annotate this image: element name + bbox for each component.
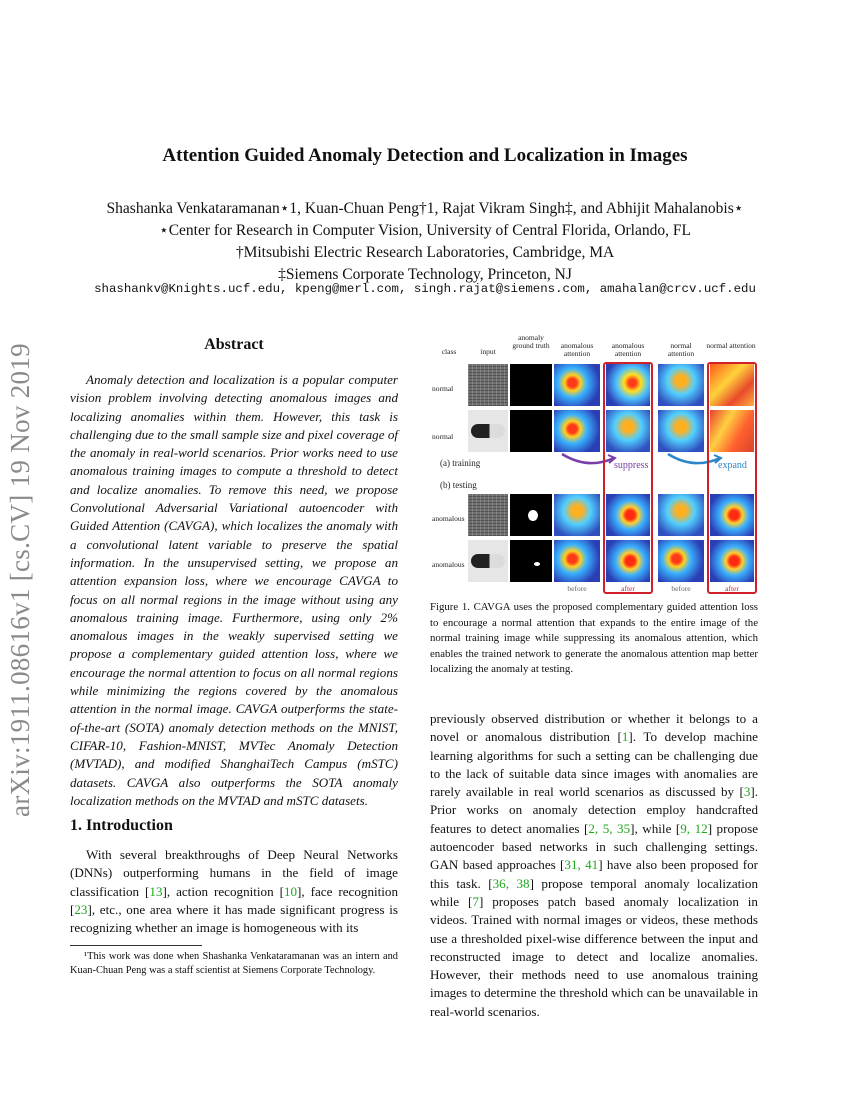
row-label-anomalous: anomalous [432, 560, 465, 569]
introduction-paragraph [70, 846, 398, 937]
footnote-divider [70, 945, 202, 946]
column-header-anomalous-attention: anomalous attention [560, 341, 594, 358]
attention-map [658, 410, 704, 452]
affiliation-ucf: ⋆Center for Research in Computer Vision, University of Central Florida, Orlando, FL [159, 222, 691, 239]
citation-link[interactable]: 10 [283, 883, 298, 899]
abstract-heading: Abstract [204, 336, 264, 353]
input-image [468, 494, 508, 536]
input-image [468, 540, 508, 582]
input-image [468, 410, 508, 452]
after-label: after [725, 584, 739, 593]
body-text: previously observed distribution or whether it belongs to a novel or anomalous distribution [ [430, 711, 758, 745]
testing-label: (b) testing [440, 480, 477, 490]
body-text: ]. Prior works on anomaly detection employ handcrafted features to detect anomalies [ [430, 784, 758, 836]
expand-label: expand [718, 460, 747, 471]
intro-text: ], action recognition [ [162, 883, 284, 899]
suppress-label: suppress [614, 460, 649, 471]
training-label: (a) training [440, 458, 481, 468]
intro-text: ], etc., one area where it has made significant progress is recognizing whether an image is homogeneous with its [70, 901, 398, 936]
attention-map [554, 494, 600, 536]
column-header-input: input [480, 347, 496, 356]
author-block [0, 198, 850, 286]
input-image [468, 364, 508, 406]
body-text: ] proposes patch based anomaly localization in videos. Trained with normal images or videos, these methods use a thresholded pixel-wise difference between the input and reconstructed image to detect and localize anomalies. However, their methods need to use anomalous training images to determine the threshold which can be unavailable in real-world scenarios. [430, 893, 758, 1019]
attention-map [658, 364, 704, 406]
citation-link[interactable]: 36, 38 [492, 875, 530, 891]
footnote: ¹This work was done when Shashanka Venkataramanan was an intern and Kuan-Chuan Peng was a staff scientist at Siemens Corporate Technology. [70, 951, 398, 976]
after-label: after [621, 584, 635, 593]
affiliation-merl: †Mitsubishi Electric Research Laboratories, Cambridge, MA [235, 244, 615, 261]
author-emails: shashankv@Knights.ucf.edu, kpeng@merl.com, singh.rajat@siemens.com, amahalan@crcv.ucf.edu [94, 282, 756, 296]
attention-map [658, 494, 704, 536]
column-header-class: class [441, 347, 457, 356]
row-label-normal: normal [432, 432, 454, 441]
body-text: ] propose temporal anomaly localization while [ [430, 875, 758, 909]
ground-truth-mask [510, 410, 552, 452]
author-names: Shashanka Venkataramanan⋆1, Kuan-Chuan Peng†1, Rajat Vikram Singh‡, and Abhijit Mahalanobis⋆ [106, 200, 744, 217]
attention-map [658, 540, 704, 582]
highlight-box [603, 362, 653, 594]
arxiv-identifier: arXiv:1911.08616v1 [cs.CV] 19 Nov 2019 [5, 343, 35, 817]
body-text: ] have also been proposed for this task. [ [430, 857, 759, 891]
section-heading-introduction: 1. Introduction [70, 817, 173, 834]
column-header-normal-attention: normal attention [706, 341, 756, 350]
ground-truth-mask [510, 364, 552, 406]
body-text: ]. To develop machine learning algorithms for such a setting can be challenging due to the lack of suitable data since images with anomalies are rarely available in real world scenarios as discussed by [ [430, 729, 758, 800]
figure-caption: Figure 1. CAVGA uses the proposed complementary guided attention loss to encourage a normal attention that expands to the entire image of the normal training image while suppressing its anomalous attention, which enables the trained network to generate the anomalous attention map better localizing the anomaly at testing. [430, 601, 758, 675]
citation-link[interactable]: 7 [472, 893, 479, 909]
attention-map [554, 410, 600, 452]
intro-text: ], face recognition [ [70, 883, 398, 917]
citation-link[interactable]: 3 [743, 784, 751, 800]
body-text: ] propose autoencoder based networks in such challenging settings. GAN based approaches [ [430, 820, 759, 873]
ground-truth-mask [510, 494, 552, 536]
column-header-normal-attention: normal attention [667, 341, 695, 358]
citation-link[interactable]: 23 [74, 901, 88, 917]
abstract-text: Anomaly detection and localization is a popular computer vision problem involving detecting anomalous images and localizing anomalies within them. However, this task is challenging due to the small sample size and pixel coverage of the anomaly in real-world scenarios. Prior works need to use anomalous training images to compute a threshold to detect and localize anomalies. To remove this need, we propose Convolutional Adversarial Variational autoencoder with Guided Attention (CAVGA), which localizes the anomaly with a convolutional latent variable to preserve the spatial information. In the unsupervised setting, we propose an attention expansion loss, where we encourage CAVGA to focus on all normal regions in the image without using any anomalous training image. Furthermore, using only 2% anomalous images in the weakly supervised setting we propose a complementary guided attention loss, where we encourage the normal attention to focus on all normal regions while minimizing the regions covered by the anomalous attention in the normal image. CAVGA outperforms the state-of-the-art (SOTA) anomaly detection methods on the MNIST, CIFAR-10, Fashion-MNIST, MVTec Anomaly Detection (MVTAD), and modified ShanghaiTech Campus (mSTC) datasets. CAVGA also outperforms the SOTA anomaly localization methods on the MVTAD and mSTC datasets. [70, 372, 399, 808]
paper-title: Attention Guided Anomaly Detection and Localization in Images [162, 145, 688, 166]
row-label-normal: normal [432, 384, 454, 393]
intro-text: With several breakthroughs of Deep Neural Networks (DNNs) outperforming humans in the field of image classification [ [70, 847, 398, 899]
body-text: ], while [ [630, 820, 681, 836]
citation-link[interactable]: 13 [149, 883, 163, 899]
column-header-ground-truth: anomaly ground truth [512, 333, 550, 350]
affiliation-siemens: ‡Siemens Corporate Technology, Princeton, NJ [278, 266, 572, 283]
attention-map [554, 540, 600, 582]
citation-link[interactable]: 2, 5, 35 [588, 820, 631, 836]
column-header-anomalous-attention: anomalous attention [611, 341, 645, 358]
row-label-anomalous: anomalous [432, 514, 465, 523]
citation-link[interactable]: 31, 41 [564, 857, 599, 873]
right-column-paragraph [430, 710, 758, 1021]
citation-link[interactable]: 9, 12 [680, 820, 708, 836]
attention-map [554, 364, 600, 406]
figure-1 [432, 334, 758, 596]
before-label: before [671, 584, 691, 593]
before-label: before [567, 584, 587, 593]
citation-link[interactable]: 1 [621, 729, 629, 745]
highlight-box [707, 362, 757, 594]
ground-truth-mask [510, 540, 552, 582]
